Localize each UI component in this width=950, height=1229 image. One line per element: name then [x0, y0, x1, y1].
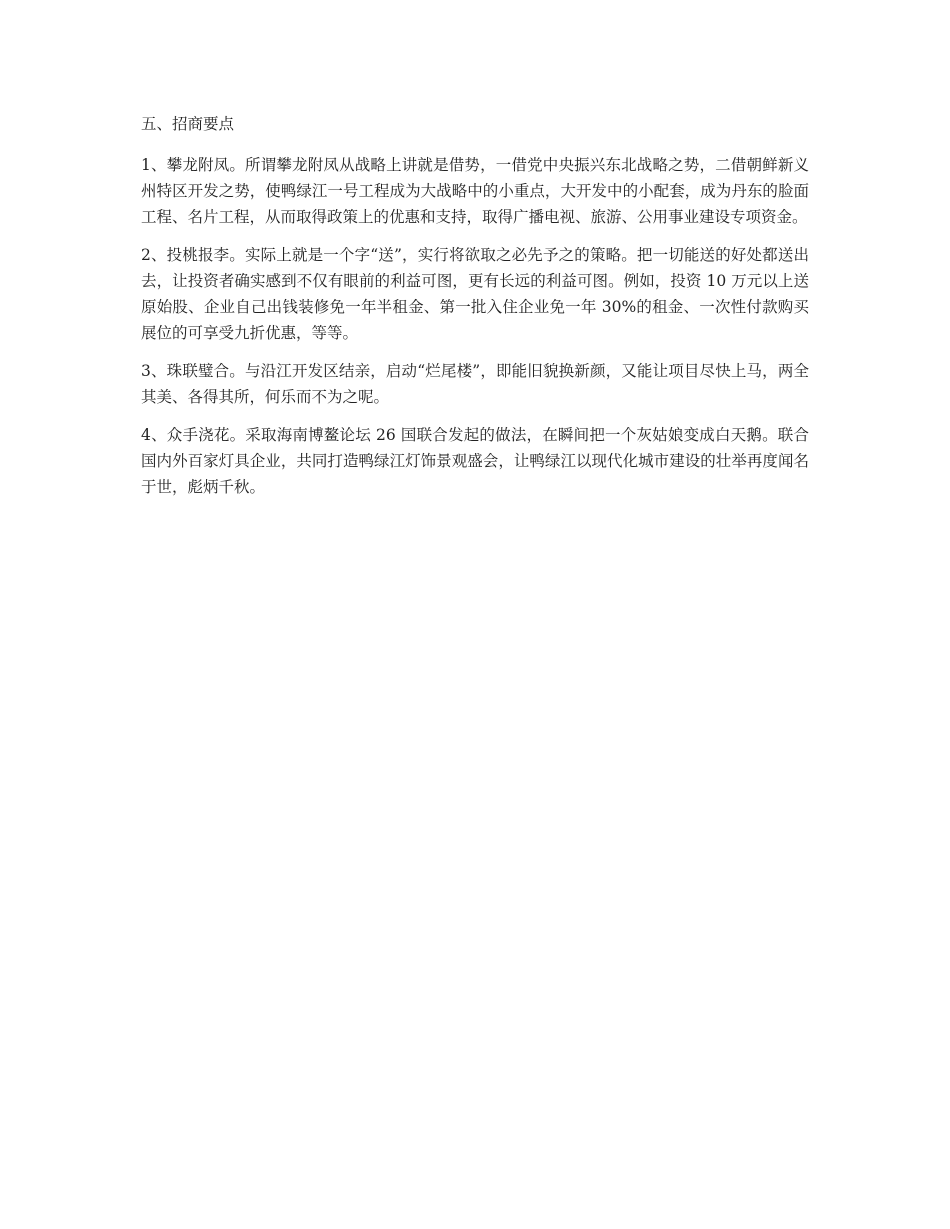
paragraph-2: 2、投桃报李。实际上就是一个字“送”，实行将欲取之必先予之的策略。把一切能送的好处都送出去，让投资者确实感到不仅有眼前的利益可图，更有长远的利益可图。例如，投资 10 万元以上送原始股、企业自己出钱装修免一年半租金、第一批入住企业免一年 30%的租金、一次性付款购买展位的可享受九折优惠，等等。 — [141, 246, 809, 342]
paragraph-4: 4、众手浇花。采取海南博鳌论坛 26 国联合发起的做法，在瞬间把一个灰姑娘变成白天鹅。联合国内外百家灯具企业，共同打造鸭绿江灯饰景观盛会，让鸭绿江以现代化城市建设的壮举再度闻名于世，彪炳千秋。 — [141, 426, 809, 496]
document-body — [141, 111, 809, 512]
paragraph-3: 3、珠联璧合。与沿江开发区结亲，启动“烂尾楼”，即能旧貌换新颜，又能让项目尽快上马，两全其美、各得其所，何乐而不为之呢。 — [141, 362, 809, 406]
section-heading: 五、招商要点 — [141, 115, 235, 133]
paragraph-1: 1、攀龙附凤。所谓攀龙附凤从战略上讲就是借势，一借党中央振兴东北战略之势，二借朝鲜新义州特区开发之势，使鸭绿江一号工程成为大战略中的小重点，大开发中的小配套，成为丹东的脸面工程、名片工程，从而取得政策上的优惠和支持，取得广播电视、旅游、公用事业建设专项资金。 — [141, 156, 809, 226]
